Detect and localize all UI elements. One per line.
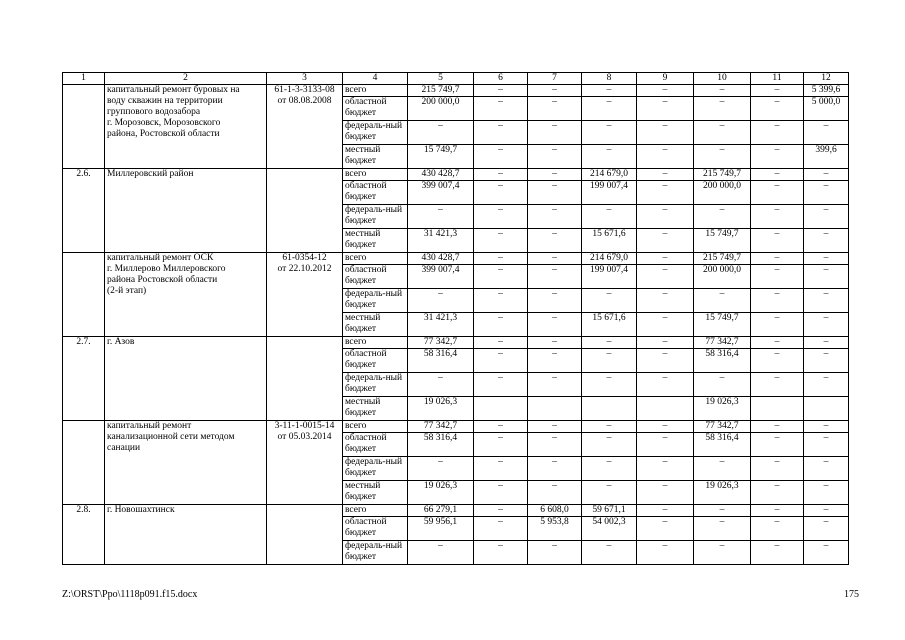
value-cell: – <box>751 349 804 373</box>
value-cell: 19 026,3 <box>408 397 474 421</box>
value-cell: – <box>582 373 637 397</box>
value-cell: – <box>474 505 528 517</box>
value-cell: – <box>528 181 582 205</box>
header-cell: 11 <box>751 73 804 85</box>
value-cell: – <box>528 313 582 337</box>
value-cell: 399,6 <box>804 145 849 169</box>
value-cell: – <box>474 205 528 229</box>
value-cell: 58 316,4 <box>694 349 751 373</box>
header-cell: 8 <box>582 73 637 85</box>
value-cell <box>637 397 694 421</box>
header-cell: 12 <box>804 73 849 85</box>
value-cell: – <box>694 505 751 517</box>
value-cell: – <box>637 481 694 505</box>
value-cell: – <box>408 457 474 481</box>
value-cell: – <box>694 373 751 397</box>
value-cell: 77 342,7 <box>408 421 474 433</box>
funding-source: областной бюджет <box>343 433 408 457</box>
value-cell: – <box>528 85 582 97</box>
object-name-line: воду скважин на территории <box>107 96 223 106</box>
page-number: 175 <box>844 589 859 600</box>
value-cell: – <box>751 517 804 541</box>
funding-source: местный бюджет <box>343 397 408 421</box>
value-cell: – <box>804 373 849 397</box>
header-cell: 3 <box>267 73 343 85</box>
value-cell: – <box>528 349 582 373</box>
value-cell: – <box>694 457 751 481</box>
value-cell: – <box>751 121 804 145</box>
value-cell: – <box>804 457 849 481</box>
funding-source: областной бюджет <box>343 181 408 205</box>
object-name-line: г. Новошахтинск <box>107 505 175 515</box>
value-cell <box>582 397 637 421</box>
object-name-line: (2-й этап) <box>107 286 147 296</box>
document-ref <box>267 505 343 565</box>
value-cell: 58 316,4 <box>694 433 751 457</box>
object-name-line: г. Миллерово Миллеровского <box>107 264 226 274</box>
value-cell: 200 000,0 <box>694 265 751 289</box>
value-cell: – <box>637 121 694 145</box>
value-cell: – <box>751 481 804 505</box>
value-cell: – <box>804 253 849 265</box>
value-cell: – <box>474 541 528 565</box>
value-cell: – <box>804 433 849 457</box>
value-cell: 77 342,7 <box>694 421 751 433</box>
value-cell: – <box>804 337 849 349</box>
value-cell: 214 679,0 <box>582 169 637 181</box>
value-cell <box>474 397 528 421</box>
value-cell: 15 749,7 <box>408 145 474 169</box>
header-cell: 6 <box>474 73 528 85</box>
value-cell: – <box>637 265 694 289</box>
value-cell: 31 421,3 <box>408 313 474 337</box>
object-name-line: капитальный ремонт буровых на <box>107 85 240 95</box>
object-name-line: канализационной сети методом <box>107 432 235 442</box>
value-cell: 5 953,8 <box>528 517 582 541</box>
document-ref <box>267 421 343 505</box>
value-cell: – <box>474 289 528 313</box>
value-cell: – <box>474 169 528 181</box>
value-cell: – <box>528 169 582 181</box>
value-cell: – <box>751 457 804 481</box>
value-cell: – <box>474 517 528 541</box>
value-cell: 199 007,4 <box>582 181 637 205</box>
object-name-line: капитальный ремонт <box>107 421 192 431</box>
value-cell: – <box>804 313 849 337</box>
table-row <box>63 505 849 517</box>
row-number: 2.8. <box>63 505 105 565</box>
value-cell: – <box>408 373 474 397</box>
value-cell: – <box>637 181 694 205</box>
funding-source: всего <box>343 337 408 349</box>
value-cell: 215 749,7 <box>694 169 751 181</box>
value-cell: – <box>408 289 474 313</box>
value-cell: 399 007,4 <box>408 181 474 205</box>
funding-source: областной бюджет <box>343 97 408 121</box>
value-cell: – <box>474 337 528 349</box>
value-cell: – <box>751 433 804 457</box>
document-ref-line: от 22.10.2012 <box>277 264 332 274</box>
document-ref-line: от 05.03.2014 <box>277 432 332 442</box>
file-path: Z:\ORST\Ppo\1118p091.f15.docx <box>62 589 198 600</box>
document-ref <box>267 337 343 421</box>
value-cell: 58 316,4 <box>408 349 474 373</box>
value-cell: 66 279,1 <box>408 505 474 517</box>
value-cell: – <box>694 205 751 229</box>
value-cell: – <box>637 229 694 253</box>
value-cell: – <box>751 289 804 313</box>
value-cell: – <box>694 517 751 541</box>
value-cell: 399 007,4 <box>408 265 474 289</box>
value-cell: – <box>637 337 694 349</box>
value-cell: 215 749,7 <box>694 253 751 265</box>
value-cell: – <box>751 97 804 121</box>
value-cell: – <box>804 181 849 205</box>
object-name <box>105 337 267 421</box>
value-cell: – <box>804 505 849 517</box>
value-cell: – <box>637 421 694 433</box>
value-cell: – <box>582 289 637 313</box>
value-cell: – <box>637 145 694 169</box>
value-cell: 215 749,7 <box>408 85 474 97</box>
value-cell: – <box>694 541 751 565</box>
value-cell: – <box>474 373 528 397</box>
value-cell: – <box>804 481 849 505</box>
row-number <box>63 85 105 169</box>
value-cell: – <box>582 433 637 457</box>
funding-source: всего <box>343 85 408 97</box>
value-cell: – <box>637 373 694 397</box>
value-cell: – <box>408 121 474 145</box>
object-name <box>105 253 267 337</box>
value-cell: – <box>637 313 694 337</box>
object-name <box>105 421 267 505</box>
funding-source: всего <box>343 253 408 265</box>
value-cell <box>528 397 582 421</box>
value-cell <box>804 397 849 421</box>
value-cell: – <box>582 205 637 229</box>
value-cell: – <box>637 253 694 265</box>
value-cell: – <box>474 421 528 433</box>
table-row <box>63 85 849 97</box>
value-cell: – <box>528 457 582 481</box>
header-cell: 7 <box>528 73 582 85</box>
header-cell: 1 <box>63 73 105 85</box>
funding-source: федераль-ный бюджет <box>343 289 408 313</box>
value-cell: – <box>474 265 528 289</box>
value-cell: – <box>804 541 849 565</box>
value-cell: – <box>751 205 804 229</box>
value-cell: – <box>804 265 849 289</box>
funding-source: всего <box>343 505 408 517</box>
value-cell: – <box>637 517 694 541</box>
value-cell: – <box>637 457 694 481</box>
value-cell: 15 749,7 <box>694 229 751 253</box>
value-cell: 54 002,3 <box>582 517 637 541</box>
funding-source: всего <box>343 169 408 181</box>
header-cell: 9 <box>637 73 694 85</box>
value-cell: – <box>804 349 849 373</box>
value-cell: – <box>474 97 528 121</box>
value-cell: – <box>582 337 637 349</box>
value-cell: – <box>804 421 849 433</box>
value-cell: – <box>694 121 751 145</box>
value-cell: – <box>474 349 528 373</box>
value-cell: – <box>474 433 528 457</box>
value-cell: 77 342,7 <box>408 337 474 349</box>
value-cell: – <box>582 457 637 481</box>
value-cell: 200 000,0 <box>408 97 474 121</box>
funding-source: всего <box>343 421 408 433</box>
value-cell: – <box>474 85 528 97</box>
funding-source: местный бюджет <box>343 229 408 253</box>
object-name-line: района, Ростовской области <box>107 129 220 139</box>
value-cell: – <box>804 121 849 145</box>
funding-source: местный бюджет <box>343 313 408 337</box>
table-row <box>63 337 849 349</box>
value-cell: – <box>528 145 582 169</box>
row-number <box>63 421 105 505</box>
value-cell: 19 026,3 <box>694 481 751 505</box>
value-cell: – <box>408 541 474 565</box>
value-cell: – <box>528 433 582 457</box>
funding-source: федераль-ный бюджет <box>343 205 408 229</box>
value-cell: 19 026,3 <box>694 397 751 421</box>
value-cell: – <box>582 541 637 565</box>
header-cell: 5 <box>408 73 474 85</box>
document-ref <box>267 85 343 169</box>
value-cell: – <box>528 265 582 289</box>
document-ref-line: 61-1-3-3133-08 <box>274 85 335 95</box>
table-row <box>63 169 849 181</box>
value-cell: 15 671,6 <box>582 229 637 253</box>
value-cell: – <box>637 169 694 181</box>
value-cell: – <box>751 421 804 433</box>
value-cell: – <box>528 253 582 265</box>
document-ref <box>267 169 343 253</box>
value-cell: 59 956,1 <box>408 517 474 541</box>
value-cell: – <box>751 145 804 169</box>
funding-source: областной бюджет <box>343 517 408 541</box>
value-cell: 6 608,0 <box>528 505 582 517</box>
table-row <box>63 421 849 433</box>
object-name-line: г. Морозовск, Морозовского <box>107 118 221 128</box>
value-cell <box>751 397 804 421</box>
value-cell: – <box>528 337 582 349</box>
value-cell: – <box>637 505 694 517</box>
value-cell: – <box>751 229 804 253</box>
row-number: 2.6. <box>63 169 105 253</box>
value-cell: 5 000,0 <box>804 97 849 121</box>
value-cell: – <box>751 541 804 565</box>
value-cell: – <box>474 145 528 169</box>
value-cell: – <box>582 121 637 145</box>
value-cell: – <box>528 121 582 145</box>
budget-table <box>62 72 849 565</box>
value-cell: – <box>637 289 694 313</box>
value-cell: 214 679,0 <box>582 253 637 265</box>
value-cell: – <box>637 205 694 229</box>
value-cell: 430 428,7 <box>408 253 474 265</box>
object-name <box>105 85 267 169</box>
header-cell: 10 <box>694 73 751 85</box>
document-ref-line: 3-11-1-0015-14 <box>274 421 335 431</box>
value-cell: – <box>474 313 528 337</box>
value-cell: – <box>804 205 849 229</box>
value-cell: – <box>582 349 637 373</box>
value-cell: 15 749,7 <box>694 313 751 337</box>
value-cell: – <box>474 481 528 505</box>
value-cell: 77 342,7 <box>694 337 751 349</box>
value-cell: – <box>528 97 582 121</box>
value-cell: – <box>528 205 582 229</box>
object-name-line: капитальный ремонт ОСК <box>107 253 214 263</box>
value-cell: – <box>528 229 582 253</box>
value-cell: – <box>804 169 849 181</box>
value-cell: – <box>751 85 804 97</box>
value-cell: – <box>474 121 528 145</box>
value-cell: – <box>751 505 804 517</box>
value-cell: 19 026,3 <box>408 481 474 505</box>
object-name-line: г. Азов <box>107 337 135 347</box>
value-cell: – <box>694 97 751 121</box>
value-cell: – <box>474 253 528 265</box>
funding-source: местный бюджет <box>343 145 408 169</box>
value-cell: – <box>751 253 804 265</box>
value-cell: – <box>582 481 637 505</box>
funding-source: федераль-ный бюджет <box>343 457 408 481</box>
object-name-line: группового водозабора <box>107 107 201 117</box>
header-row <box>63 73 849 85</box>
value-cell: – <box>582 145 637 169</box>
document-ref-line: 61-0354-12 <box>282 253 327 263</box>
value-cell: 59 671,1 <box>582 505 637 517</box>
value-cell: – <box>582 85 637 97</box>
funding-source: областной бюджет <box>343 265 408 289</box>
value-cell: – <box>751 337 804 349</box>
value-cell: – <box>694 85 751 97</box>
object-name <box>105 169 267 253</box>
value-cell: – <box>474 457 528 481</box>
value-cell: – <box>528 421 582 433</box>
value-cell: – <box>804 517 849 541</box>
value-cell: – <box>751 169 804 181</box>
document-ref-line: от 08.08.2008 <box>277 96 332 106</box>
funding-source: федераль-ный бюджет <box>343 373 408 397</box>
value-cell: – <box>637 433 694 457</box>
value-cell: 5 399,6 <box>804 85 849 97</box>
value-cell: – <box>474 181 528 205</box>
object-name-line: Миллеровский район <box>107 169 194 179</box>
value-cell: – <box>637 541 694 565</box>
value-cell: – <box>637 85 694 97</box>
table-row <box>63 253 849 265</box>
value-cell: – <box>528 289 582 313</box>
value-cell: – <box>474 229 528 253</box>
funding-source: местный бюджет <box>343 481 408 505</box>
value-cell: – <box>804 229 849 253</box>
value-cell: – <box>637 97 694 121</box>
value-cell: – <box>582 421 637 433</box>
value-cell: 15 671,6 <box>582 313 637 337</box>
value-cell: 430 428,7 <box>408 169 474 181</box>
value-cell: – <box>582 97 637 121</box>
value-cell: – <box>408 205 474 229</box>
header-cell: 2 <box>105 73 267 85</box>
value-cell: – <box>528 373 582 397</box>
value-cell: – <box>637 349 694 373</box>
value-cell: 200 000,0 <box>694 181 751 205</box>
object-name <box>105 505 267 565</box>
funding-source: федераль-ный бюджет <box>343 541 408 565</box>
object-name-line: района Ростовской области <box>107 275 218 285</box>
row-number <box>63 253 105 337</box>
value-cell: – <box>528 481 582 505</box>
document-ref <box>267 253 343 337</box>
value-cell: 31 421,3 <box>408 229 474 253</box>
value-cell: – <box>751 181 804 205</box>
value-cell: – <box>694 145 751 169</box>
value-cell: – <box>751 373 804 397</box>
row-number: 2.7. <box>63 337 105 421</box>
funding-source: областной бюджет <box>343 349 408 373</box>
value-cell: – <box>804 289 849 313</box>
value-cell: – <box>751 265 804 289</box>
value-cell: – <box>751 313 804 337</box>
funding-source: федераль-ный бюджет <box>343 121 408 145</box>
value-cell: – <box>694 289 751 313</box>
value-cell: 199 007,4 <box>582 265 637 289</box>
value-cell: – <box>528 541 582 565</box>
value-cell: 58 316,4 <box>408 433 474 457</box>
object-name-line: санации <box>107 443 141 453</box>
header-cell: 4 <box>343 73 408 85</box>
